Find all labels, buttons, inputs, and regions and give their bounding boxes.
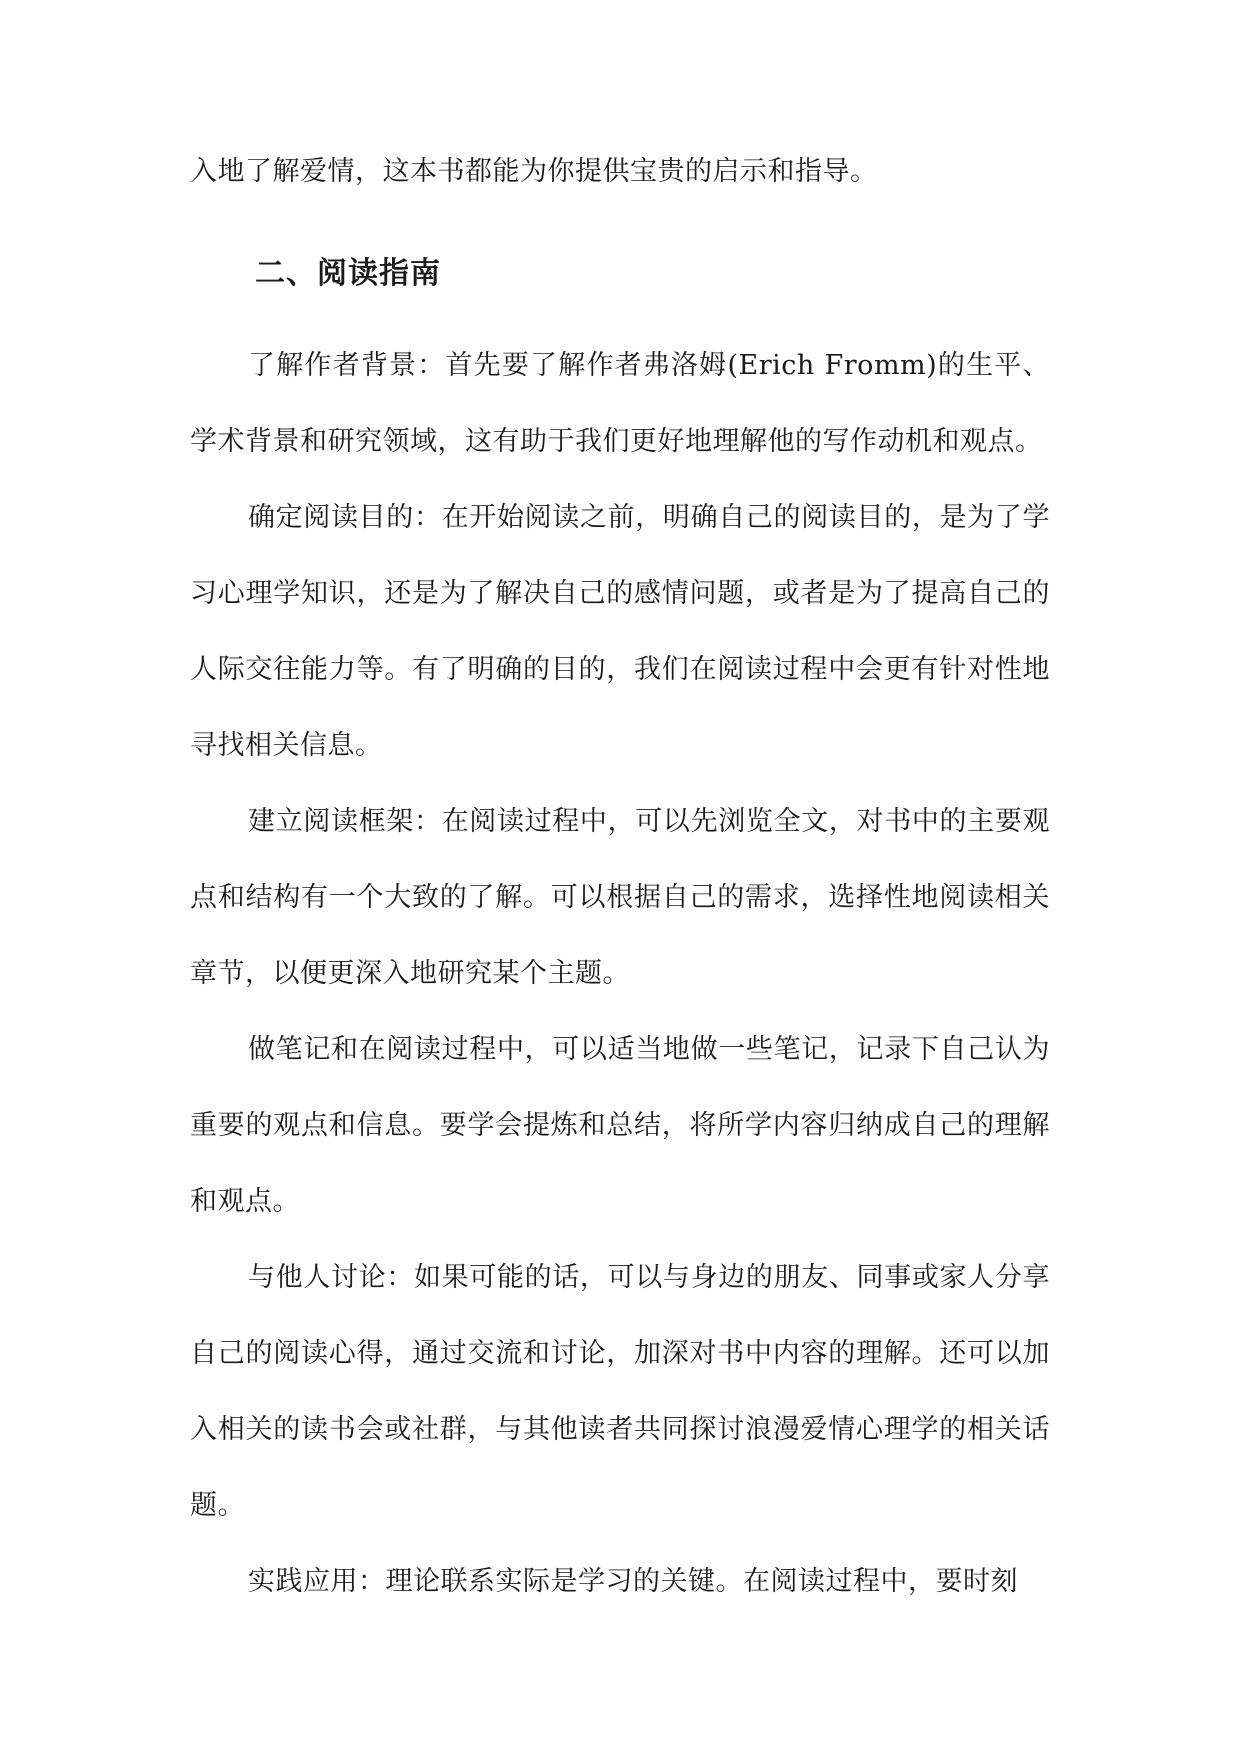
intro-paragraph-tail: 入地了解爱情，这本书都能为你提供宝贵的启示和指导。 bbox=[190, 156, 878, 187]
paragraph-discussion: 与他人讨论：如果可能的话，可以与身边的朋友、同事或家人分享自己的阅读心得，通过交流和讨论，加深对书中内容的理解。还可以加入相关的读书会或社群，与其他读者共同探讨浪漫爱情心理学的相关话题。 bbox=[190, 1262, 1050, 1521]
paragraph-author-background: 了解作者背景：首先要了解作者弗洛姆(Erich Fromm)的生平、学术背景和研究领域，这有助于我们更好地理解他的写作动机和观点。 bbox=[190, 350, 1050, 457]
section-heading: 二、阅读指南 bbox=[255, 256, 441, 291]
paragraph-note-taking: 做笔记和在阅读过程中，可以适当地做一些笔记，记录下自己认为重要的观点和信息。要学会提炼和总结，将所学内容归纳成自己的理解和观点。 bbox=[190, 1034, 1050, 1217]
paragraph-reading-framework: 建立阅读框架：在阅读过程中，可以先浏览全文，对书中的主要观点和结构有一个大致的了解。可以根据自己的需求，选择性地阅读相关章节，以便更深入地研究某个主题。 bbox=[190, 806, 1050, 989]
paragraph-practice: 实践应用：理论联系实际是学习的关键。在阅读过程中，要时刻 bbox=[248, 1566, 1018, 1597]
paragraph-reading-purpose: 确定阅读目的：在开始阅读之前，明确自己的阅读目的，是为了学习心理学知识，还是为了解决自己的感情问题，或者是为了提高自己的人际交往能力等。有了明确的目的，我们在阅读过程中会更有针对性地寻找相关信息。 bbox=[190, 502, 1050, 761]
